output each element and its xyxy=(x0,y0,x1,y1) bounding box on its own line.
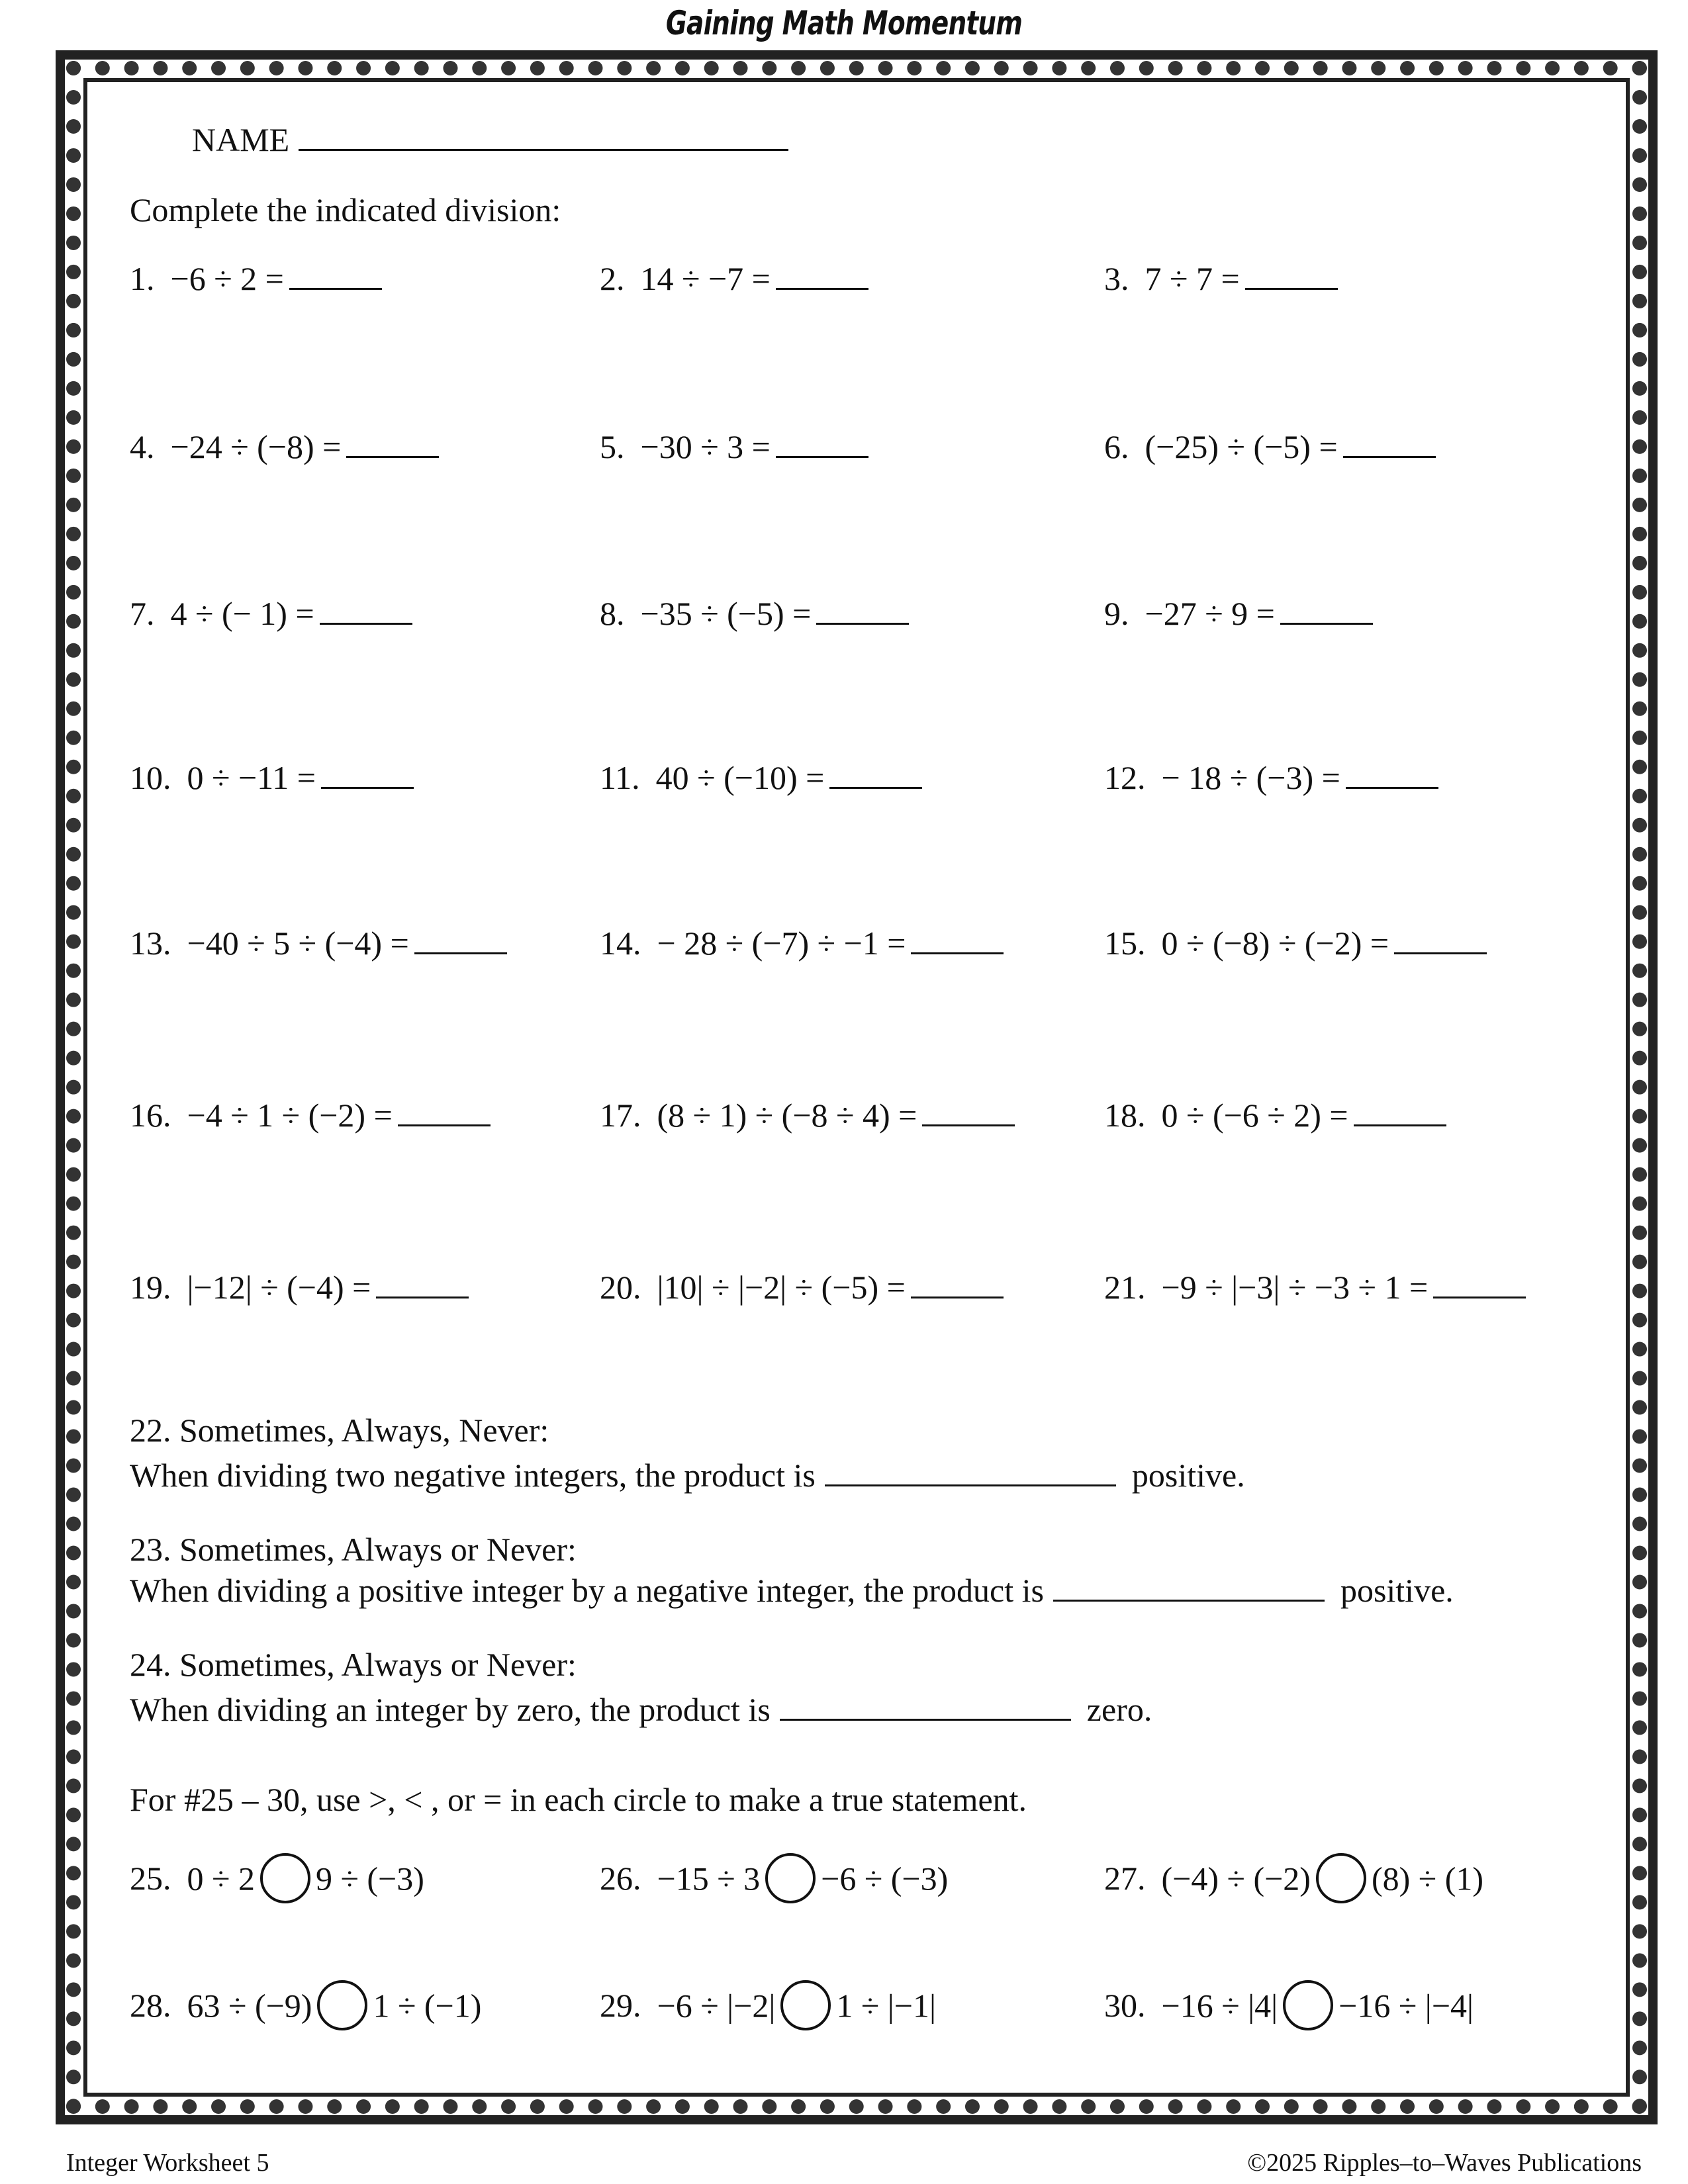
answer-circle[interactable] xyxy=(317,1980,367,2030)
answer-circle[interactable] xyxy=(1283,1980,1333,2030)
comparison-29: 29. −6 ÷ |−2| 1 ÷ |−1| xyxy=(600,1984,936,2034)
question-23-heading: 23. Sometimes, Always or Never: xyxy=(130,1531,577,1568)
problem-6: 6. (−25) ÷ (−5) = xyxy=(1104,430,1436,463)
answer-blank[interactable] xyxy=(320,598,412,625)
footer-copyright: ©2025 Ripples–to–Waves Publications xyxy=(1247,2149,1642,2177)
problem-10: 10. 0 ÷ −11 = xyxy=(130,761,414,794)
problem-18: 18. 0 ÷ (−6 ÷ 2) = xyxy=(1104,1099,1446,1132)
answer-blank[interactable] xyxy=(922,1099,1015,1126)
problem-14: 14. − 28 ÷ (−7) ÷ −1 = xyxy=(600,927,1004,960)
problem-5: 5. −30 ÷ 3 = xyxy=(600,430,868,463)
answer-blank[interactable] xyxy=(321,762,414,789)
name-label: NAME xyxy=(192,121,290,158)
name-blank[interactable] xyxy=(299,124,788,151)
problem-17: 17. (8 ÷ 1) ÷ (−8 ÷ 4) = xyxy=(600,1099,1015,1132)
answer-blank[interactable] xyxy=(1346,762,1438,789)
question-22-heading: 22. Sometimes, Always, Never: xyxy=(130,1412,549,1449)
answer-blank[interactable] xyxy=(829,762,922,789)
problem-1: 1. −6 ÷ 2 = xyxy=(130,262,382,295)
comparison-27: 27. (−4) ÷ (−2) (8) ÷ (1) xyxy=(1104,1857,1483,1907)
footer-worksheet-label: Integer Worksheet 5 xyxy=(66,2149,269,2177)
problem-19: 19. |−12| ÷ (−4) = xyxy=(130,1271,469,1304)
problem-20: 20. |10| ÷ |−2| ÷ (−5) = xyxy=(600,1271,1004,1304)
answer-blank[interactable] xyxy=(1343,431,1436,458)
problem-16: 16. −4 ÷ 1 ÷ (−2) = xyxy=(130,1099,491,1132)
answer-blank[interactable] xyxy=(911,927,1004,954)
question-24-statement: When dividing an integer by zero, the product is zero. xyxy=(130,1691,1152,1728)
answer-blank[interactable] xyxy=(1394,927,1487,954)
answer-blank[interactable] xyxy=(1245,263,1338,290)
answer-blank[interactable] xyxy=(825,1459,1116,1486)
problem-11: 11. 40 ÷ (−10) = xyxy=(600,761,922,794)
problem-8: 8. −35 ÷ (−5) = xyxy=(600,597,909,630)
compare-instructions: For #25 – 30, use >, < , or = in each circle to make a true statement. xyxy=(130,1781,1027,1818)
instructions: Complete the indicated division: xyxy=(130,191,561,228)
problem-12: 12. − 18 ÷ (−3) = xyxy=(1104,761,1438,794)
problem-15: 15. 0 ÷ (−8) ÷ (−2) = xyxy=(1104,927,1487,960)
name-line xyxy=(192,123,788,156)
answer-blank[interactable] xyxy=(1053,1574,1325,1602)
answer-circle[interactable] xyxy=(780,1980,831,2030)
answer-blank[interactable] xyxy=(1280,598,1373,625)
answer-blank[interactable] xyxy=(816,598,909,625)
problem-2: 2. 14 ÷ −7 = xyxy=(600,262,868,295)
answer-circle[interactable] xyxy=(765,1853,816,1903)
question-24-heading: 24. Sometimes, Always or Never: xyxy=(130,1646,577,1683)
problem-4: 4. −24 ÷ (−8) = xyxy=(130,430,439,463)
problem-21: 21. −9 ÷ |−3| ÷ −3 ÷ 1 = xyxy=(1104,1271,1526,1304)
page-title: Gaining Math Momentum xyxy=(665,4,1023,42)
question-22-statement: When dividing two negative integers, the product is positive. xyxy=(130,1457,1245,1494)
answer-blank[interactable] xyxy=(376,1271,469,1298)
answer-blank[interactable] xyxy=(776,431,868,458)
comparison-25: 25. 0 ÷ 2 9 ÷ (−3) xyxy=(130,1857,424,1907)
problem-3: 3. 7 ÷ 7 = xyxy=(1104,262,1338,295)
answer-blank[interactable] xyxy=(911,1271,1004,1298)
question-23-statement: When dividing a positive integer by a negative integer, the product is positive. xyxy=(130,1572,1454,1609)
answer-blank[interactable] xyxy=(414,927,507,954)
answer-blank[interactable] xyxy=(776,263,868,290)
answer-circle[interactable] xyxy=(260,1853,310,1903)
problem-7: 7. 4 ÷ (− 1) = xyxy=(130,597,412,630)
problem-13: 13. −40 ÷ 5 ÷ (−4) = xyxy=(130,927,507,960)
answer-circle[interactable] xyxy=(1316,1853,1366,1903)
answer-blank[interactable] xyxy=(1354,1099,1446,1126)
answer-blank[interactable] xyxy=(289,263,382,290)
answer-blank[interactable] xyxy=(1433,1271,1526,1298)
answer-blank[interactable] xyxy=(398,1099,491,1126)
comparison-28: 28. 63 ÷ (−9) 1 ÷ (−1) xyxy=(130,1984,481,2034)
problem-9: 9. −27 ÷ 9 = xyxy=(1104,597,1373,630)
answer-blank[interactable] xyxy=(346,431,439,458)
answer-blank[interactable] xyxy=(780,1694,1071,1721)
comparison-30: 30. −16 ÷ |4| −16 ÷ |−4| xyxy=(1104,1984,1474,2034)
comparison-26: 26. −15 ÷ 3 −6 ÷ (−3) xyxy=(600,1857,948,1907)
